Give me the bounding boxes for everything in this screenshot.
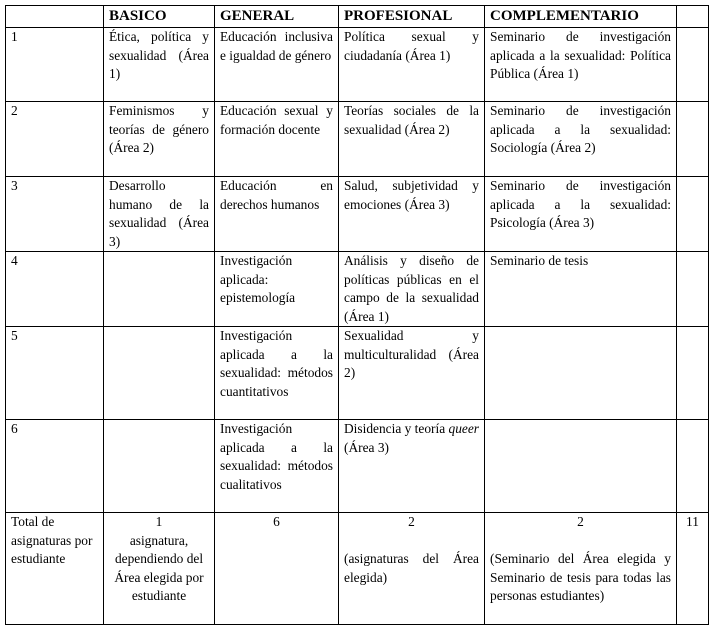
cell-general: Investigación aplicada a la sexualidad: métodos cuantitativos <box>215 327 339 420</box>
cell-general: Educación sexual y formación docente <box>215 102 339 177</box>
row-number: 3 <box>6 177 104 252</box>
header-basico: BASICO <box>104 6 215 28</box>
cell-basico: Ética, política y sexualidad (Área 1) <box>104 28 215 102</box>
totals-complementario-value: 2 <box>577 514 584 529</box>
cell-complementario <box>485 420 677 513</box>
totals-complementario <box>485 513 677 625</box>
row-number: 6 <box>6 420 104 513</box>
cell-extra <box>677 28 709 102</box>
cell-profesional: Análisis y diseño de políticas públicas en el campo de la sexualidad (Área 1) <box>339 252 485 327</box>
cell-profesional-area: (Área 3) <box>344 439 389 455</box>
cell-complementario <box>485 327 677 420</box>
table-row <box>6 252 709 327</box>
totals-general <box>215 513 339 625</box>
table-row <box>6 177 709 252</box>
cell-profesional: Sexualidad y multiculturalidad (Área 2) <box>339 327 485 420</box>
header-row <box>6 6 709 28</box>
cell-profesional: Teorías sociales de la sexualidad (Área 2) <box>339 102 485 177</box>
totals-row <box>6 513 709 625</box>
header-profesional: PROFESIONAL <box>339 6 485 28</box>
totals-basico-note: asignatura, dependiendo del Área elegida por estudiante <box>114 532 204 603</box>
table-row <box>6 28 709 102</box>
totals-grand: 11 <box>677 513 709 625</box>
curriculum-table <box>5 5 709 625</box>
cell-complementario: Seminario de tesis <box>485 252 677 327</box>
cell-complementario: Seminario de investigación aplicada a la sexualidad: Política Pública (Área 1) <box>485 28 677 102</box>
cell-basico <box>104 420 215 513</box>
row-number: 4 <box>6 252 104 327</box>
cell-basico: Desarrollo humano de la sexualidad (Área 3) <box>104 177 215 252</box>
totals-complementario-note: (Seminario del Área elegida y Seminario de tesis para todas las personas estudiantes) <box>490 551 671 603</box>
cell-general: Educación en derechos humanos <box>215 177 339 252</box>
totals-profesional-value: 2 <box>408 514 415 529</box>
cell-basico: Feminismos y teorías de género (Área 2) <box>104 102 215 177</box>
row-number: 2 <box>6 102 104 177</box>
cell-general: Investigación aplicada: epistemología <box>215 252 339 327</box>
table-row <box>6 420 709 513</box>
cell-profesional <box>339 420 485 513</box>
header-general: GENERAL <box>215 6 339 28</box>
table-row <box>6 102 709 177</box>
totals-basico <box>104 513 215 625</box>
cell-complementario: Seminario de investigación aplicada a la sexualidad: Psicología (Área 3) <box>485 177 677 252</box>
cell-basico <box>104 252 215 327</box>
cell-extra <box>677 177 709 252</box>
totals-profesional-note: (asignaturas del Área elegida) <box>344 551 479 585</box>
cell-profesional-text: Disidencia y teoría <box>344 421 446 436</box>
cell-extra <box>677 420 709 513</box>
totals-basico-value: 1 <box>155 514 163 529</box>
cell-profesional: Salud, subjetividad y emociones (Área 3) <box>339 177 485 252</box>
row-number: 1 <box>6 28 104 102</box>
row-number: 5 <box>6 327 104 420</box>
cell-extra <box>677 252 709 327</box>
cell-profesional-italic: queer <box>448 421 479 436</box>
cell-general: Educación inclusiva e igualdad de género <box>215 28 339 102</box>
cell-profesional: Política sexual y ciudadanía (Área 1) <box>339 28 485 102</box>
totals-profesional <box>339 513 485 625</box>
header-complementario: COMPLEMENTARIO <box>485 6 677 28</box>
header-cell-empty <box>6 6 104 28</box>
cell-complementario: Seminario de investigación aplicada a la sexualidad: Sociología (Área 2) <box>485 102 677 177</box>
table-row <box>6 327 709 420</box>
cell-basico <box>104 327 215 420</box>
totals-label: Total de asignaturas por estudiante <box>6 513 104 625</box>
cell-general: Investigación aplicada a la sexualidad: métodos cualitativos <box>215 420 339 513</box>
cell-extra <box>677 327 709 420</box>
header-cell-total <box>677 6 709 28</box>
cell-extra <box>677 102 709 177</box>
totals-general-value: 6 <box>273 514 280 529</box>
